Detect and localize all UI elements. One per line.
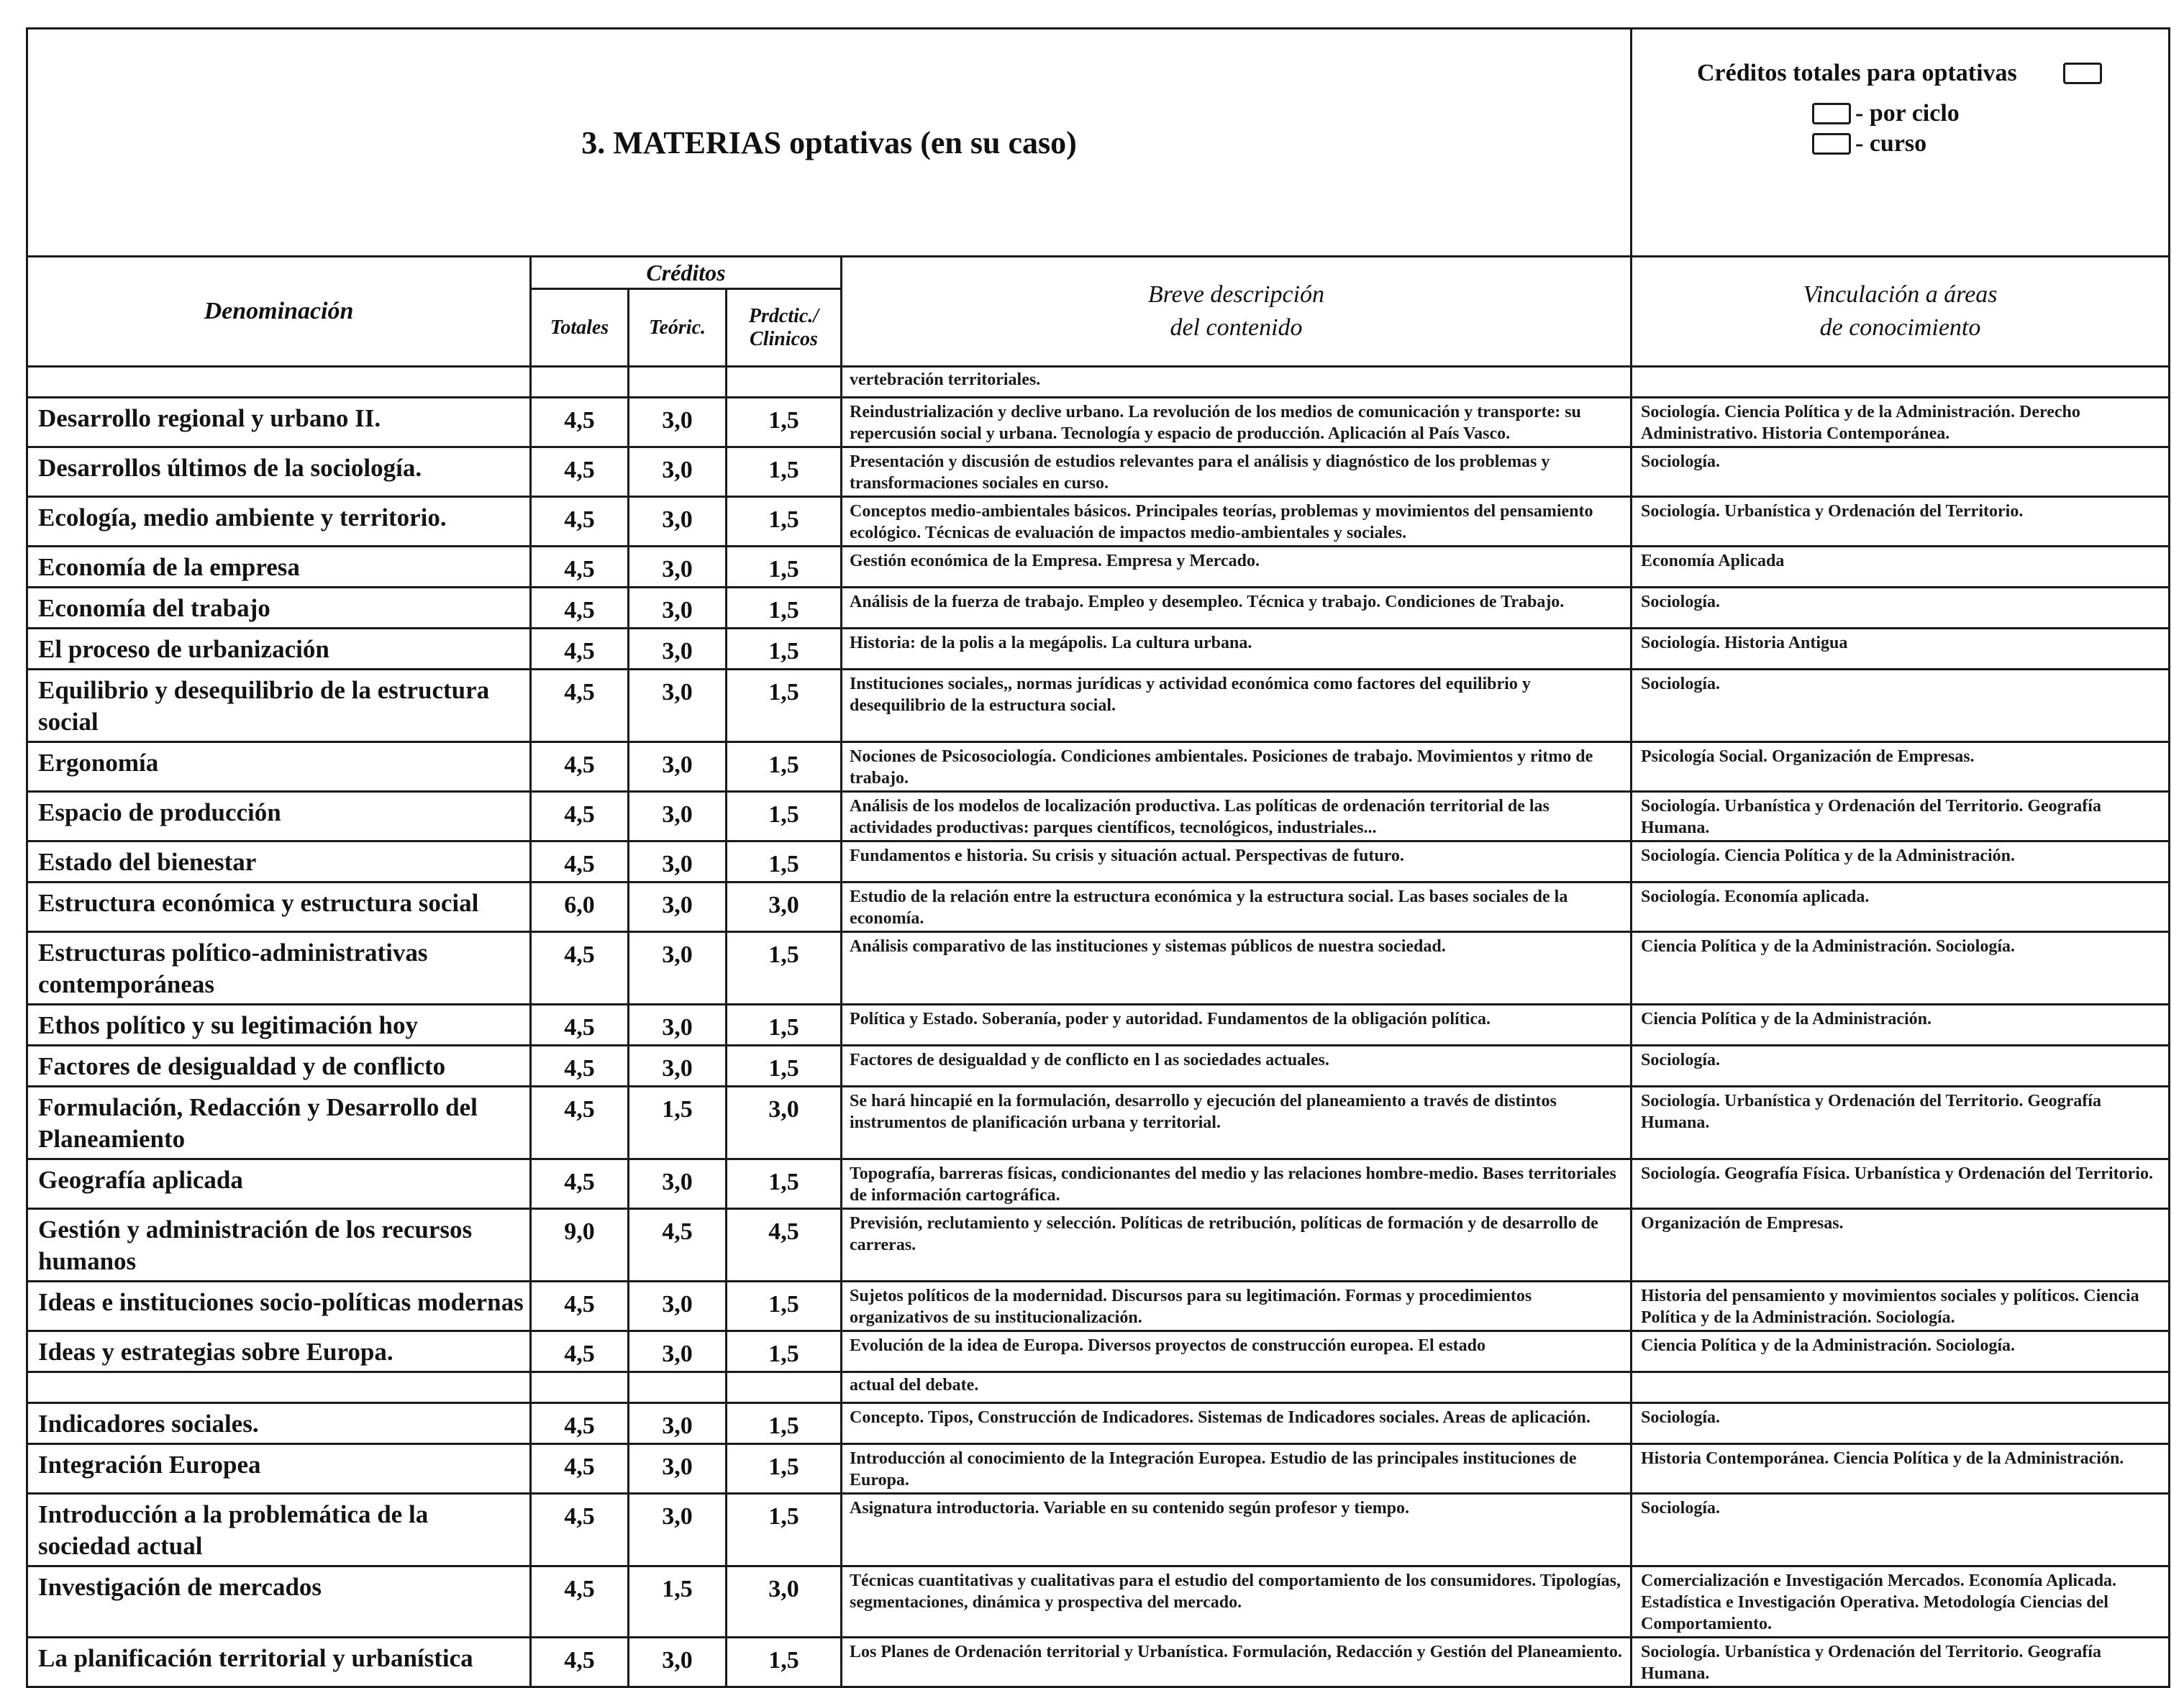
row-practic: 1,5 (727, 1005, 842, 1046)
table-row (27, 792, 2170, 841)
row-denominacion: Estructura económica y estructura social (27, 882, 531, 932)
row-totales: 6,0 (531, 882, 629, 932)
row-teoric: 1,5 (629, 1087, 727, 1159)
row-totales: 4,5 (531, 841, 629, 882)
row-vinculacion: Historia del pensamiento y movimientos sociales y políticos. Ciencia Política y de la Administración. Sociología. (1632, 1282, 2170, 1331)
row-totales: 4,5 (531, 1282, 629, 1331)
cont-empty (727, 1372, 842, 1403)
table-row (27, 547, 2170, 588)
table-row (27, 447, 2170, 497)
row-descripcion: Asignatura introductoria. Variable en su contenido según profesor y tiempo. (842, 1494, 1632, 1566)
cont-empty (1632, 367, 2170, 398)
row-practic: 1,5 (727, 742, 842, 792)
row-denominacion: Ergonomía (27, 742, 531, 792)
row-descripcion: Evolución de la idea de Europa. Diversos proyectos de construcción europea. El estado (842, 1331, 1632, 1372)
course-label: - curso (1855, 130, 1927, 157)
row-vinculacion: Sociología. (1632, 670, 2170, 742)
table-row (27, 1005, 2170, 1046)
row-descripcion: Los Planes de Ordenación territorial y Urbanística. Formulación, Redacción y Gestión del Planeamiento. (842, 1638, 1632, 1687)
cont-empty (629, 367, 727, 398)
row-totales: 4,5 (531, 588, 629, 629)
row-denominacion: Ecología, medio ambiente y territorio. (27, 497, 531, 547)
table-row (27, 882, 2170, 932)
row-teoric: 3,0 (629, 1403, 727, 1444)
cont-empty (27, 367, 531, 398)
row-teoric: 3,0 (629, 1638, 727, 1687)
table-row (27, 1566, 2170, 1638)
table-row (27, 670, 2170, 742)
row-practic: 1,5 (727, 398, 842, 447)
row-practic: 1,5 (727, 841, 842, 882)
row-teoric: 3,0 (629, 670, 727, 742)
course-box (1812, 133, 1851, 155)
row-teoric: 3,0 (629, 1444, 727, 1494)
materias-table (26, 27, 2170, 1688)
table-row (27, 1494, 2170, 1566)
cont-empty (531, 367, 629, 398)
row-totales: 4,5 (531, 1159, 629, 1209)
row-descripcion: Factores de desigualdad y de conflicto en l as sociedades actuales. (842, 1046, 1632, 1087)
row-teoric: 3,0 (629, 742, 727, 792)
row-practic: 3,0 (727, 1087, 842, 1159)
row-practic: 1,5 (727, 1159, 842, 1209)
per-cycle-label: - por ciclo (1855, 100, 1960, 127)
credits-total-label: Créditos totales para optativas (1697, 60, 2017, 86)
row-teoric: 3,0 (629, 1046, 727, 1087)
row-totales: 4,5 (531, 629, 629, 670)
row-totales: 4,5 (531, 1403, 629, 1444)
row-vinculacion: Ciencia Política y de la Administración. Sociología. (1632, 1331, 2170, 1372)
row-descripcion: Gestión económica de la Empresa. Empresa y Mercado. (842, 547, 1632, 588)
row-denominacion: Estado del bienestar (27, 841, 531, 882)
table-row (27, 1282, 2170, 1331)
row-teoric: 3,0 (629, 588, 727, 629)
row-practic: 1,5 (727, 629, 842, 670)
table-row (27, 841, 2170, 882)
row-denominacion: La planificación territorial y urbanística (27, 1638, 531, 1687)
cont-empty (1632, 1372, 2170, 1403)
row-denominacion: Desarrollos últimos de la sociología. (27, 447, 531, 497)
row-denominacion: Espacio de producción (27, 792, 531, 841)
row-practic: 1,5 (727, 1638, 842, 1687)
row-practic: 3,0 (727, 1566, 842, 1638)
row-practic: 1,5 (727, 588, 842, 629)
row-denominacion: Ideas y estrategias sobre Europa. (27, 1331, 531, 1372)
row-descripcion: Análisis de la fuerza de trabajo. Empleo y desempleo. Técnica y trabajo. Condiciones de Trabajo. (842, 588, 1632, 629)
row-practic: 3,0 (727, 882, 842, 932)
row-practic: 1,5 (727, 1046, 842, 1087)
row-vinculacion: Sociología. Economía aplicada. (1632, 882, 2170, 932)
row-totales: 4,5 (531, 1087, 629, 1159)
row-teoric: 3,0 (629, 447, 727, 497)
row-practic: 1,5 (727, 1331, 842, 1372)
row-descripcion: Presentación y discusión de estudios relevantes para el análisis y diagnóstico de los problemas y transformaciones sociales en curso. (842, 447, 1632, 497)
row-teoric: 4,5 (629, 1209, 727, 1282)
row-totales: 4,5 (531, 792, 629, 841)
col-vinculacion (1632, 257, 2170, 367)
table-row (27, 398, 2170, 447)
row-descripcion: Introducción al conocimiento de la Integración Europea. Estudio de las principales instituciones de Europa. (842, 1444, 1632, 1494)
row-vinculacion: Sociología. Urbanística y Ordenación del Territorio. Geografía Humana. (1632, 1638, 2170, 1687)
table-row (27, 1403, 2170, 1444)
row-descripcion: Concepto. Tipos, Construcción de Indicadores. Sistemas de Indicadores sociales. Areas de aplicación. (842, 1403, 1632, 1444)
row-totales: 4,5 (531, 742, 629, 792)
col-practic (727, 289, 842, 367)
row-practic: 1,5 (727, 1494, 842, 1566)
row-totales: 4,5 (531, 547, 629, 588)
row-practic: 1,5 (727, 1403, 842, 1444)
row-descripcion: Técnicas cuantitativas y cualitativas para el estudio del comportamiento de los consumidores. Tipologías, segmentaciones, dinámica y prospectiva del mercado. (842, 1566, 1632, 1638)
row-denominacion: Integración Europea (27, 1444, 531, 1494)
continuation-top: vertebración territoriales. (842, 367, 1632, 398)
row-descripcion: Se hará hincapié en la formulación, desarrollo y ejecución del planeamiento a través de distintos instrumentos de planificación urbana y territorial. (842, 1087, 1632, 1159)
row-teoric: 1,5 (629, 1566, 727, 1638)
row-totales: 4,5 (531, 1444, 629, 1494)
row-practic: 1,5 (727, 932, 842, 1005)
col-practic-line2: Clinicos (750, 327, 818, 350)
table-row (27, 1046, 2170, 1087)
row-denominacion: Formulación, Redacción y Desarrollo del Planeamiento (27, 1087, 531, 1159)
row-teoric: 3,0 (629, 792, 727, 841)
row-vinculacion: Sociología. Ciencia Política y de la Administración. (1632, 841, 2170, 882)
row-totales: 4,5 (531, 447, 629, 497)
row-practic: 4,5 (727, 1209, 842, 1282)
col-descripcion (842, 257, 1632, 367)
row-totales: 4,5 (531, 1046, 629, 1087)
row-denominacion: Equilibrio y desequilibrio de la estructura social (27, 670, 531, 742)
row-teoric: 3,0 (629, 1331, 727, 1372)
row-teoric: 3,0 (629, 629, 727, 670)
table-row (27, 932, 2170, 1005)
row-practic: 1,5 (727, 1444, 842, 1494)
row-denominacion: Estructuras político-administrativas contemporáneas (27, 932, 531, 1005)
row-vinculacion: Economía Aplicada (1632, 547, 2170, 588)
cont-empty (27, 1372, 531, 1403)
row-vinculacion: Ciencia Política y de la Administración. (1632, 1005, 2170, 1046)
col-denominacion: Denominación (27, 257, 531, 367)
row-descripcion: Nociones de Psicosociología. Condiciones ambientales. Posiciones de trabajo. Movimientos y ritmo de trabajo. (842, 742, 1632, 792)
row-practic: 1,5 (727, 792, 842, 841)
row-vinculacion: Sociología. Ciencia Política y de la Administración. Derecho Administrativo. Historia Contemporánea. (1632, 398, 2170, 447)
row-teoric: 3,0 (629, 398, 727, 447)
cont-empty (629, 1372, 727, 1403)
row-denominacion: Economía de la empresa (27, 547, 531, 588)
row-denominacion: Economía del trabajo (27, 588, 531, 629)
row-vinculacion: Sociología. (1632, 447, 2170, 497)
row-denominacion: Ideas e instituciones socio-políticas modernas (27, 1282, 531, 1331)
row-totales: 4,5 (531, 1566, 629, 1638)
row-vinculacion: Sociología. Geografía Física. Urbanística y Ordenación del Territorio. (1632, 1159, 2170, 1209)
col-vinculacion-line1: Vinculación a áreas (1803, 281, 1998, 308)
row-denominacion: Geografía aplicada (27, 1159, 531, 1209)
col-teoric: Teóric. (629, 289, 727, 367)
row-vinculacion: Sociología. (1632, 588, 2170, 629)
table-row (27, 1209, 2170, 1282)
row-descripcion: Topografía, barreras físicas, condicionantes del medio y las relaciones hombre-medio. Bases territoriales de información cartográfica. (842, 1159, 1632, 1209)
row-teoric: 3,0 (629, 547, 727, 588)
continuation-mid: actual del debate. (842, 1372, 1632, 1403)
row-vinculacion: Comercialización e Investigación Mercados. Economía Aplicada. Estadística e Investigación Operativa. Metodología Ciencias del Comportamiento. (1632, 1566, 2170, 1638)
row-teoric: 3,0 (629, 1005, 727, 1046)
row-practic: 1,5 (727, 670, 842, 742)
row-denominacion: Introducción a la problemática de la sociedad actual (27, 1494, 531, 1566)
row-descripcion: Análisis de los modelos de localización productiva. Las políticas de ordenación territorial de las actividades productivas: parques científicos, tecnológicos, industriales... (842, 792, 1632, 841)
row-practic: 1,5 (727, 497, 842, 547)
row-vinculacion: Sociología. Urbanística y Ordenación del Territorio. Geografía Humana. (1632, 792, 2170, 841)
row-descripcion: Estudio de la relación entre la estructura económica y la estructura social. Las bases sociales de la economía. (842, 882, 1632, 932)
row-vinculacion: Sociología. Urbanística y Ordenación del Territorio. (1632, 497, 2170, 547)
row-descripcion: Historia: de la polis a la megápolis. La cultura urbana. (842, 629, 1632, 670)
row-totales: 4,5 (531, 670, 629, 742)
table-row (27, 742, 2170, 792)
col-vinculacion-line2: de conocimiento (1819, 314, 1981, 341)
col-totales: Totales (531, 289, 629, 367)
credits-total-box (2063, 63, 2102, 84)
table-row (27, 1087, 2170, 1159)
col-descripcion-line2: del contenido (1170, 314, 1303, 341)
row-denominacion: El proceso de urbanización (27, 629, 531, 670)
row-practic: 1,5 (727, 547, 842, 588)
row-totales: 4,5 (531, 932, 629, 1005)
row-totales: 4,5 (531, 497, 629, 547)
row-totales: 4,5 (531, 1638, 629, 1687)
row-descripcion: Reindustrialización y declive urbano. La revolución de los medios de comunicación y transporte: su repercusión social y urbana. Tecnología y espacio de producción. Aplicación al País Vasco. (842, 398, 1632, 447)
row-vinculacion: Sociología. (1632, 1046, 2170, 1087)
row-teoric: 3,0 (629, 882, 727, 932)
row-denominacion: Desarrollo regional y urbano II. (27, 398, 531, 447)
col-practic-line1: Prdctic./ (748, 304, 819, 327)
row-vinculacion: Sociología. (1632, 1403, 2170, 1444)
row-descripcion: Sujetos políticos de la modernidad. Discursos para su legitimación. Formas y procedimientos organizativos de su institucionalización. (842, 1282, 1632, 1331)
row-denominacion: Investigación de mercados (27, 1566, 531, 1638)
table-row (27, 1444, 2170, 1494)
row-teoric: 3,0 (629, 497, 727, 547)
table-row (27, 588, 2170, 629)
row-teoric: 3,0 (629, 1159, 727, 1209)
row-vinculacion: Sociología. Urbanística y Ordenación del Territorio. Geografía Humana. (1632, 1087, 2170, 1159)
section-title: 3. MATERIAS optativas (en su caso) (27, 29, 1632, 257)
document-sheet (26, 27, 2168, 1688)
table-row (27, 1159, 2170, 1209)
table-row (27, 1331, 2170, 1372)
row-denominacion: Ethos político y su legitimación hoy (27, 1005, 531, 1046)
row-totales: 4,5 (531, 398, 629, 447)
row-totales: 4,5 (531, 1331, 629, 1372)
table-row (27, 629, 2170, 670)
row-practic: 1,5 (727, 447, 842, 497)
row-vinculacion: Sociología. (1632, 1494, 2170, 1566)
row-teoric: 3,0 (629, 841, 727, 882)
row-descripcion: Política y Estado. Soberanía, poder y autoridad. Fundamentos de la obligación política. (842, 1005, 1632, 1046)
row-descripcion: Análisis comparativo de las instituciones y sistemas públicos de nuestra sociedad. (842, 932, 1632, 1005)
row-descripcion: Conceptos medio-ambientales básicos. Principales teorías, problemas y movimientos del pensamiento ecológico. Técnicas de evaluación de impactos medio-ambientales y sociales. (842, 497, 1632, 547)
row-vinculacion: Ciencia Política y de la Administración. Sociología. (1632, 932, 2170, 1005)
row-teoric: 3,0 (629, 932, 727, 1005)
row-teoric: 3,0 (629, 1494, 727, 1566)
row-totales: 4,5 (531, 1494, 629, 1566)
row-descripcion: Fundamentos e historia. Su crisis y situación actual. Perspectivas de futuro. (842, 841, 1632, 882)
row-denominacion: Gestión y administración de los recursos humanos (27, 1209, 531, 1282)
row-practic: 1,5 (727, 1282, 842, 1331)
row-vinculacion: Psicología Social. Organización de Empresas. (1632, 742, 2170, 792)
row-denominacion: Factores de desigualdad y de conflicto (27, 1046, 531, 1087)
cont-empty (727, 367, 842, 398)
row-vinculacion: Historia Contemporánea. Ciencia Política y de la Administración. (1632, 1444, 2170, 1494)
col-creditos: Créditos (531, 257, 842, 289)
col-descripcion-line1: Breve descripción (1147, 281, 1325, 308)
row-vinculacion: Sociología. Historia Antigua (1632, 629, 2170, 670)
row-teoric: 3,0 (629, 1282, 727, 1331)
row-totales: 9,0 (531, 1209, 629, 1282)
table-row (27, 497, 2170, 547)
row-denominacion: Indicadores sociales. (27, 1403, 531, 1444)
row-vinculacion: Organización de Empresas. (1632, 1209, 2170, 1282)
credits-box (1632, 29, 2170, 257)
row-descripcion: Instituciones sociales,, normas jurídicas y actividad económica como factores del equilibrio y desequilibrio de la estructura social. (842, 670, 1632, 742)
row-totales: 4,5 (531, 1005, 629, 1046)
table-row (27, 1638, 2170, 1687)
per-cycle-box (1812, 103, 1851, 124)
row-descripcion: Previsión, reclutamiento y selección. Políticas de retribución, políticas de formación y de desarrollo de carreras. (842, 1209, 1632, 1282)
cont-empty (531, 1372, 629, 1403)
